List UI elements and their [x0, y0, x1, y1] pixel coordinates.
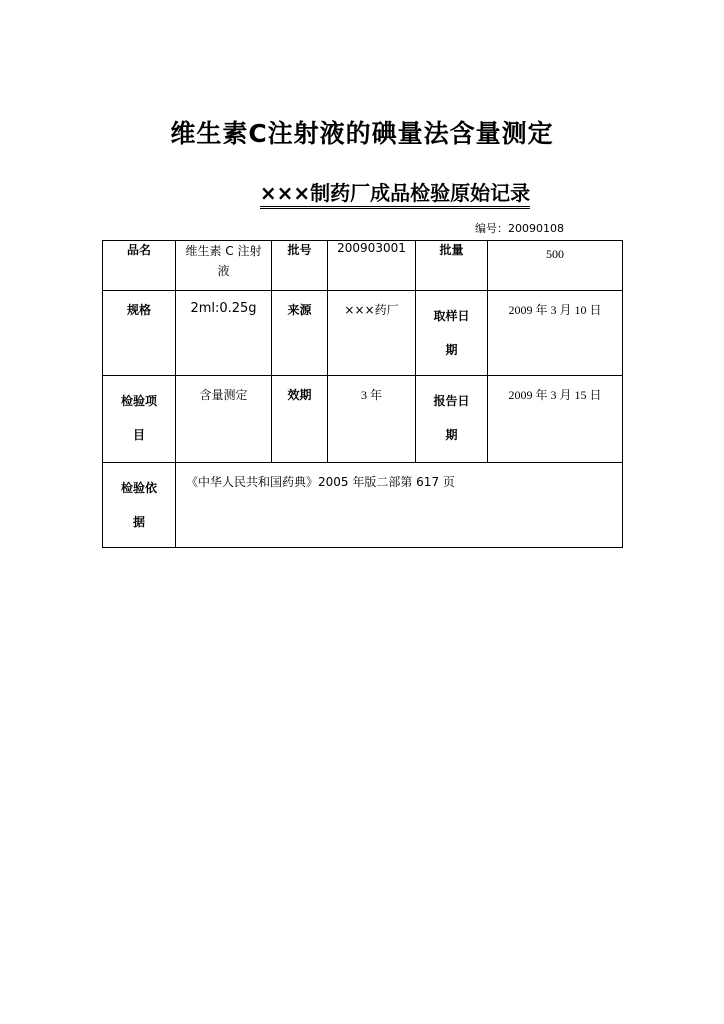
validity-label: 效期 — [272, 376, 328, 463]
report-date-value: 2009 年 3 月 15 日 — [488, 376, 623, 463]
sampling-date-label — [416, 291, 488, 376]
batch-no-label: 批号 — [272, 241, 328, 291]
report-date-label-line1: 报告日 — [433, 394, 470, 408]
basis-label-line2: 据 — [132, 515, 145, 529]
validity-value: 3 年 — [328, 376, 416, 463]
product-name-value — [176, 241, 272, 291]
table-row — [103, 376, 623, 463]
test-item-label-line1: 检验项 — [120, 394, 157, 408]
source-value: ×××药厂 — [328, 291, 416, 376]
test-item-value: 含量测定 — [176, 376, 272, 463]
spec-value: 2ml:0.25g — [176, 291, 272, 376]
report-date-label — [416, 376, 488, 463]
basis-label-line1: 检验依 — [120, 481, 157, 495]
sampling-date-label-line2: 期 — [445, 343, 458, 357]
inspection-record-table — [102, 240, 623, 548]
subtitle-text: ×××制药厂成品检验原始记录 — [260, 181, 530, 209]
table-row — [103, 463, 623, 548]
spec-label: 规格 — [103, 291, 176, 376]
document-title: 维生素C注射液的碘量法含量测定 — [170, 119, 554, 148]
sampling-date-value: 2009 年 3 月 10 日 — [488, 291, 623, 376]
document-subtitle — [0, 177, 724, 206]
document-number: 编号：20090108 — [475, 222, 564, 235]
product-name-label: 品名 — [103, 241, 176, 291]
sampling-date-label-line1: 取样日 — [433, 309, 470, 323]
product-name-text: 维生素 C 注射液 — [185, 244, 262, 278]
basis-label — [103, 463, 176, 548]
batch-no-value: 200903001 — [328, 241, 416, 291]
source-label: 来源 — [272, 291, 328, 376]
test-item-label-line2: 目 — [132, 428, 145, 442]
table-row — [103, 291, 623, 376]
batch-qty-value: 500 — [488, 241, 623, 291]
table-row — [103, 241, 623, 291]
batch-qty-label: 批量 — [416, 241, 488, 291]
basis-value: 《中华人民共和国药典》2005 年版二部第 617 页 — [176, 463, 623, 548]
report-date-label-line2: 期 — [445, 428, 458, 442]
test-item-label — [103, 376, 176, 463]
